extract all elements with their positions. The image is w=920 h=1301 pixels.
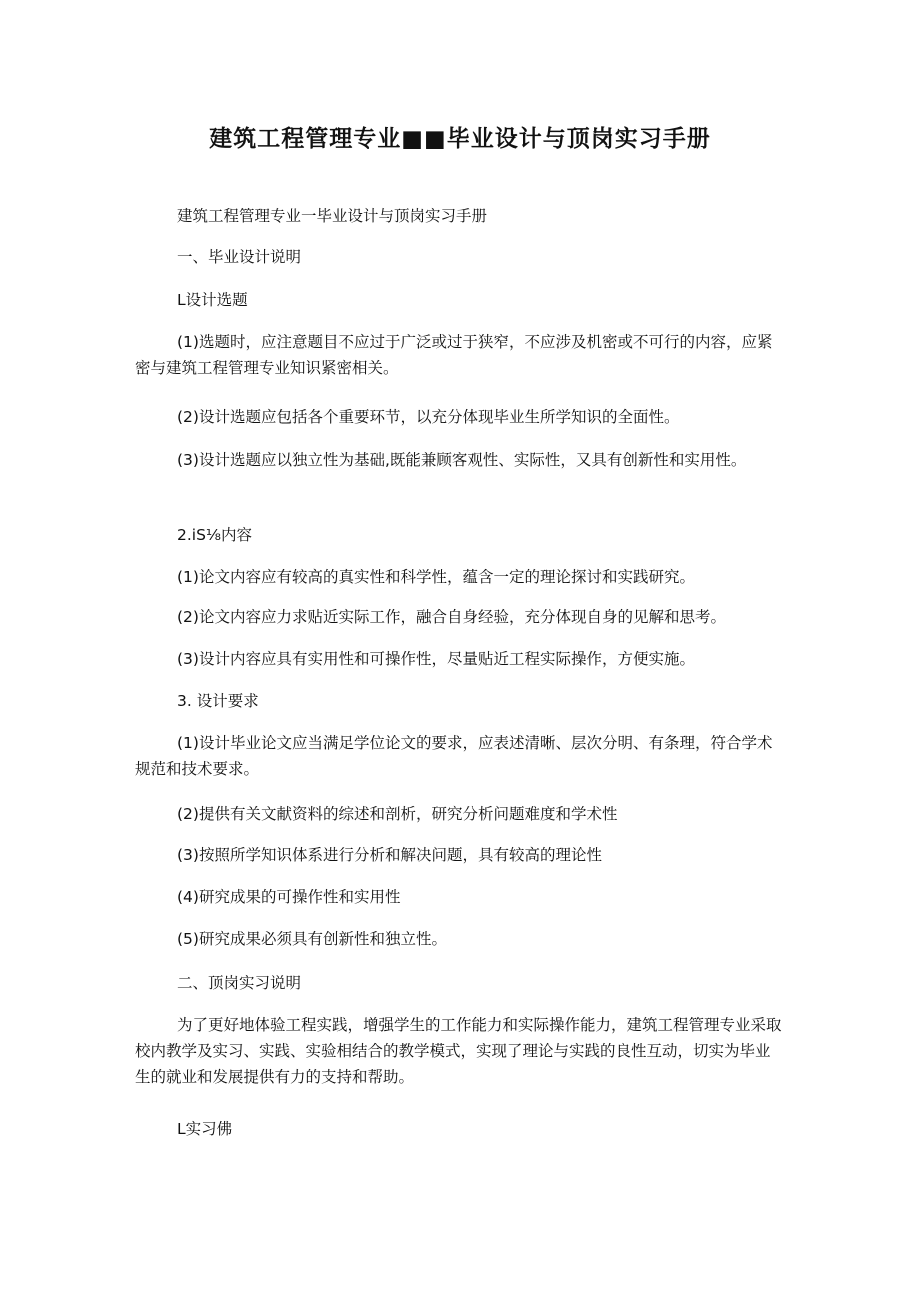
paragraph-topic-2: (2)设计选题应包括各个重要环节，以充分体现毕业生所学知识的全面性。 [177, 408, 680, 426]
subheading-internship: L实习佛 [177, 1120, 233, 1138]
subheading-content: 2.iS⅛内容 [177, 526, 252, 544]
section-heading-internship: 二、顶岗实习说明 [177, 974, 302, 992]
paragraph-internship-intro: 为了更好地体验工程实践，增强学生的工作能力和实际操作能力，建筑工程管理专业采取校内教学及实习、实践、实验相结合的教学模式，实现了理论与实践的良性互动，切实为毕业生的就业和发展提供有力的支持和帮助。 [135, 1016, 782, 1086]
subheading-topic-selection: L设计选题 [177, 291, 248, 309]
paragraph-content-3: (3)设计内容应具有实用性和可操作性，尽量贴近工程实际操作，方便实施。 [177, 650, 695, 668]
paragraph-requirement-4: (4)研究成果的可操作性和实用性 [177, 888, 401, 906]
subheading-requirements: 3. 设计要求 [177, 692, 259, 710]
document-title: 建筑工程管理专业■■毕业设计与顶岗实习手册 [209, 126, 711, 152]
paragraph-requirement-3: (3)按照所学知识体系进行分析和解决问题，具有较高的理论性 [177, 846, 602, 864]
subtitle-paragraph: 建筑工程管理专业一毕业设计与顶岗实习手册 [177, 207, 488, 225]
paragraph-requirement-1: (1)设计毕业论文应当满足学位论文的要求，应表述清晰、层次分明、有条理，符合学术规范和技术要求。 [135, 734, 773, 778]
paragraph-topic-3: (3)设计选题应以独立性为基础,既能兼顾客观性、实际性，又具有创新性和实用性。 [177, 451, 747, 469]
paragraph-requirement-5: (5)研究成果必须具有创新性和独立性。 [177, 930, 447, 948]
paragraph-content-2: (2)论文内容应力求贴近实际工作，融合自身经验，充分体现自身的见解和思考。 [177, 608, 726, 626]
paragraph-topic-1: (1)选题时，应注意题目不应过于广泛或过于狭窄，不应涉及机密或不可行的内容，应紧密与建筑工程管理专业知识紧密相关。 [135, 333, 773, 377]
section-heading-graduation-design: 一、毕业设计说明 [177, 248, 302, 266]
paragraph-content-1: (1)论文内容应有较高的真实性和科学性，蕴含一定的理论探讨和实践研究。 [177, 568, 695, 586]
paragraph-requirement-2: (2)提供有关文献资料的综述和剖析，研究分析问题难度和学术性 [177, 805, 618, 823]
